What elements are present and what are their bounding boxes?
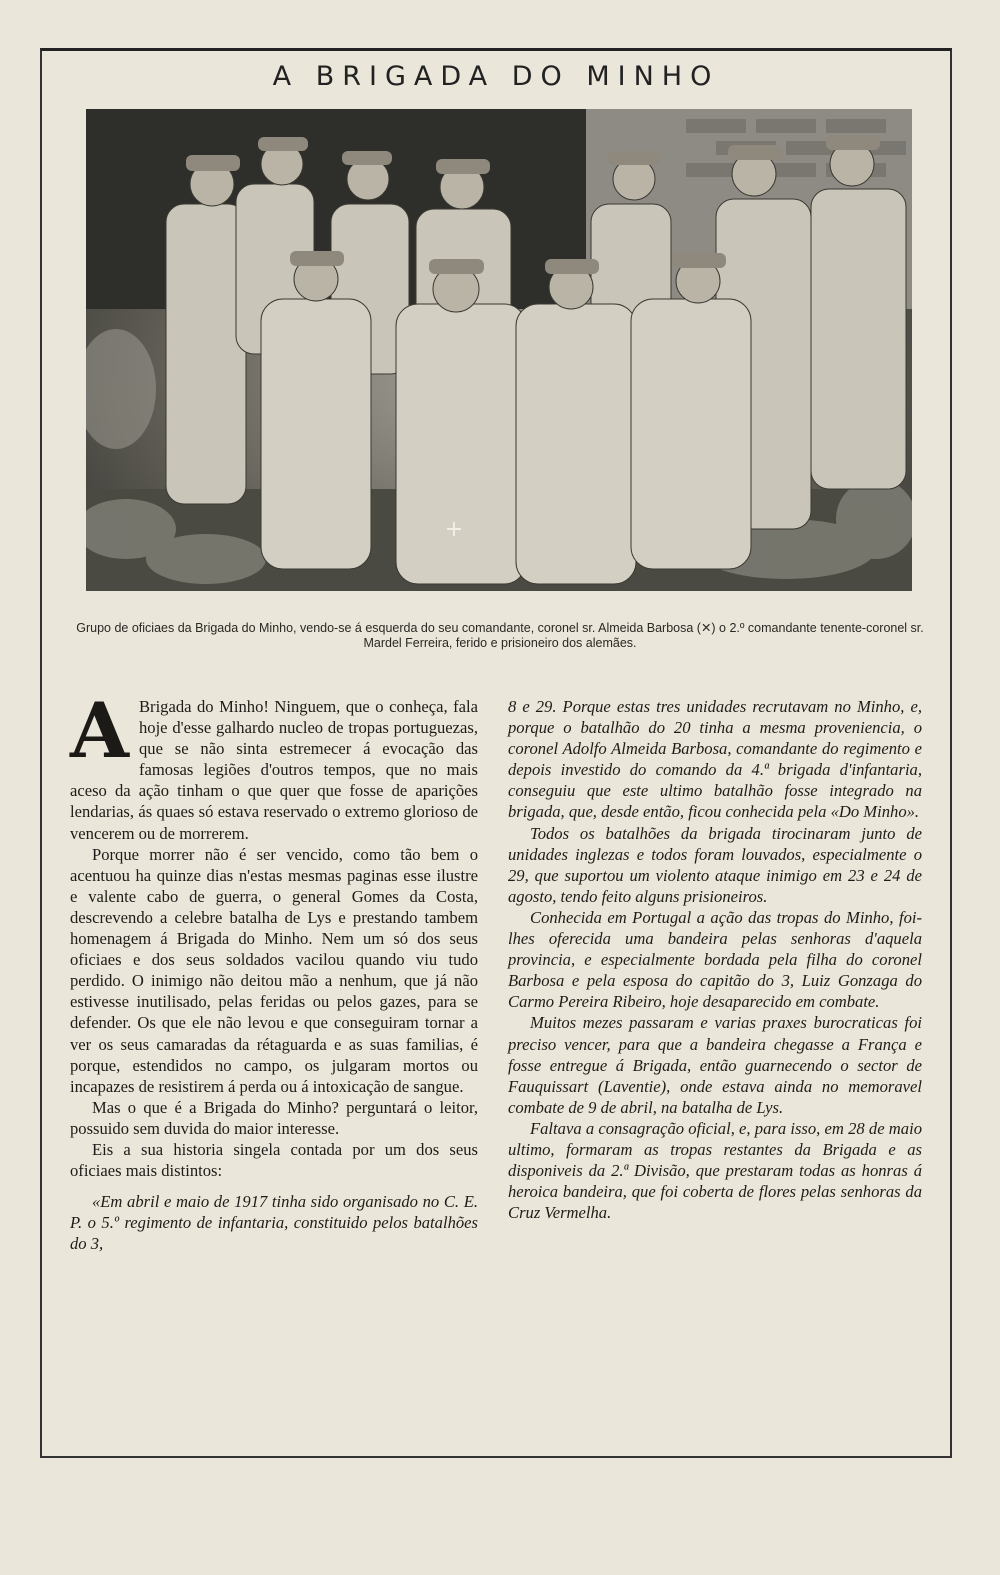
article-paragraph: Eis a sua historia singela contada por um dos seus oficiaes mais distintos:: [70, 1139, 478, 1181]
article-quote: Todos os batalhões da brigada tirocinaram junto de unidades inglezas e todos foram louvados, especialmente o 29, que suportou um violento ataque inimigo em 23 e 24 de agosto, tendo feito alguns prisioneiros.: [508, 823, 922, 906]
article-quote: Conhecida em Portugal a ação das tropas do Minho, foi-lhes oferecida uma bandeira pelas senhoras d'aquela provincia, e especialmente bordada pela filha do coronel Barbosa e pela esposa do capitão do 3, Luiz Gonzaga do Carmo Pereira Ribeiro, hoje desaparecido em combate.: [508, 907, 922, 1012]
officers-photo-illustration: [86, 109, 912, 591]
article-quote: Faltava a consagração oficial, e, para isso, em 28 de maio ultimo, formaram as tropas restantes da Brigada e as disponiveis da 2.ª Divisão, que prestaram todas as honras á heroica bandeira, que foi coberta de flores pelas senhoras da Cruz Vermelha.: [508, 1118, 922, 1223]
article-quote: «Em abril e maio de 1917 tinha sido organisado no C. E. P. o 5.º regimento de infantaria, constituido pelos batalhões do 3,: [70, 1192, 478, 1254]
article-paragraph: A Brigada do Minho! Ninguem, que o conheça, fala hoje d'esse galhardo nucleo de tropas portuguezas, que se não sinta estremecer á evocação das famosas legiões d'outros tempos, que no mais aceso da ação tinham o que quer que fosse de aparições lendarias, ás quaes só estava reservado o extremo glorioso de vencerem ou de morrerem.: [70, 686, 478, 843]
drop-cap: A: [70, 686, 129, 775]
article-quote: Muitos mezes passaram e varias praxes burocraticas foi preciso vencer, para que a bandeira chegasse a França e fosse entregue á Brigada, então guarnecendo o sector de Fauquissart (Laventie), onde estava ainda no memoravel combate de 9 de abril, na batalha de Lys.: [508, 1013, 922, 1117]
group-photo: [86, 109, 912, 591]
article-paragraph: Porque morrer não é ser vencido, como tão bem o acentuou ha quinze dias n'estas mesmas paginas esse ilustre e valente cabo de guerra, o general Gomes da Costa, descrevendo a celebre batalha de Lys e prestando tambem homenagem á Brigada do Minho. Nem um só dos seus oficiaes e dos seus soldados vacilou quando viu tudo perdido. O inimigo não deitou mão a nenhum, que já não estivesse inutilisado, pelas feridas ou pelos gazes, para se defender. Os que ele não levou e que conseguiram tornar a ver os seus camaradas da rétaguarda e as suas familias, é porque, estendidos no campo, os julgaram mortos ou incapazes de resistirem á perda ou á intoxicação de sangue.: [70, 844, 478, 1096]
photo-caption: Grupo de oficiaes da Brigada do Minho, vendo-se á esquerda do seu comandante, coronel sr. Almeida Barbosa (✕) o 2.º comandante tenente-coronel sr. Mardel Ferreira, ferido e prisioneiro dos alemães.: [76, 621, 924, 650]
article-right-column: [508, 696, 922, 1223]
page-frame: [40, 48, 952, 1458]
article-paragraph: Mas o que é a Brigada do Minho? perguntará o leitor, possuido sem duvida do maior interesse.: [70, 1097, 478, 1138]
article-left-column: [70, 686, 478, 1254]
page-title: A BRIGADA DO MINHO: [272, 61, 720, 92]
article-quote: 8 e 29. Porque estas tres unidades recrutavam no Minho, e, porque o batalhão do 20 tinha a mesma proveniencia, o coronel Adolfo Almeida Barbosa, comandante do regimento e depois investido do comando da 4.ª brigada d'infantaria, conseguiu que este ultimo batalhão fosse integrado na brigada, que, desde então, ficou conhecida pela «Do Minho».: [508, 697, 922, 822]
